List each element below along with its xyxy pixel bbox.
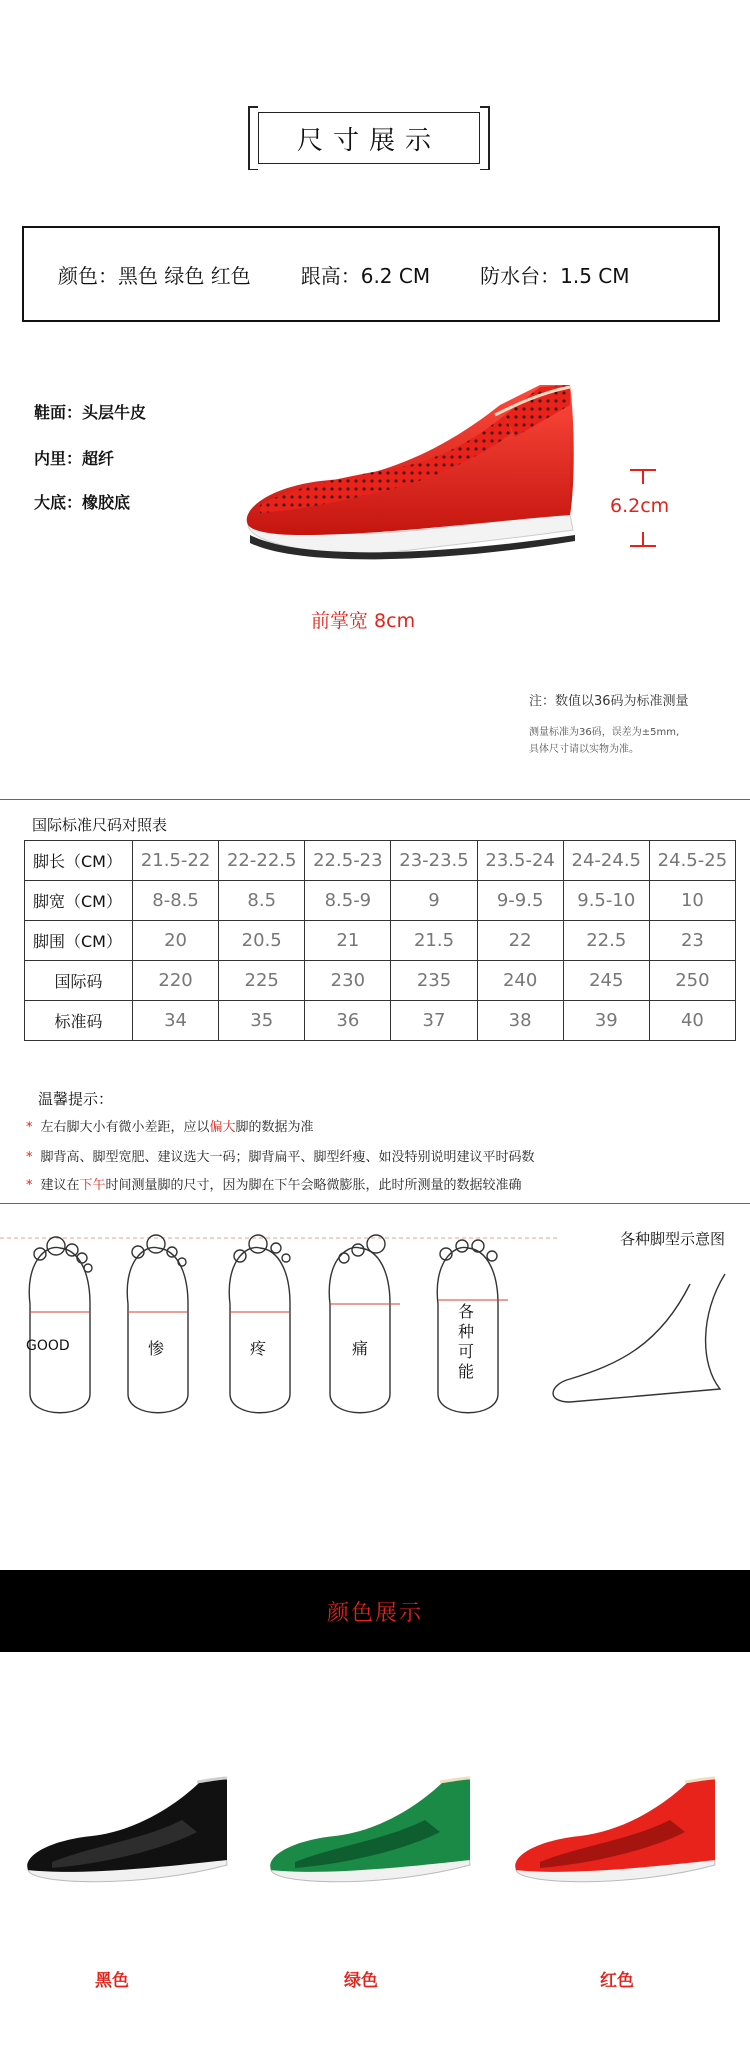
- size-cell: 22.5: [563, 921, 649, 961]
- size-table-row: [25, 961, 736, 1001]
- size-cell: 21: [305, 921, 391, 961]
- color-label-black: 黑色: [95, 1971, 129, 1991]
- size-table-title: 国际标准尺码对照表: [32, 816, 168, 834]
- size-row-header: 脚长（CM）: [25, 841, 133, 881]
- size-cell: 35: [219, 1001, 305, 1041]
- spec-color: 颜色：黑色 绿色 红色: [58, 263, 251, 288]
- size-cell: 22-22.5: [219, 841, 305, 881]
- color-section-band: [0, 1570, 750, 1652]
- divider: [0, 799, 750, 800]
- size-cell: 21.5-22: [133, 841, 219, 881]
- size-cell: 8.5-9: [305, 881, 391, 921]
- size-cell: 20.5: [219, 921, 305, 961]
- foot-type-label-vertical: 各种可能: [458, 1302, 475, 1381]
- size-cell: 220: [133, 961, 219, 1001]
- section-title: 尺寸展示: [258, 112, 480, 164]
- size-cell: 235: [391, 961, 477, 1001]
- size-cell: 38: [477, 1001, 563, 1041]
- measurement-note-detail: 测量标准为36码，误差为±5mm, 具体尺寸请以实物为准。: [529, 727, 680, 755]
- tip-item: * 左右脚大小有微小差距，应以偏大脚的数据为准: [26, 1120, 314, 1135]
- size-cell: 20: [133, 921, 219, 961]
- size-cell: 24.5-25: [649, 841, 735, 881]
- size-cell: 9: [391, 881, 477, 921]
- red-shoe-side-image: [240, 365, 580, 575]
- color-label-green: 绿色: [344, 1971, 378, 1991]
- tips-title: 温馨提示：: [38, 1090, 114, 1108]
- foot-types-title: 各种脚型示意图: [620, 1230, 726, 1248]
- size-table-row: [25, 841, 736, 881]
- size-cell: 34: [133, 1001, 219, 1041]
- size-cell: 225: [219, 961, 305, 1001]
- size-cell: 24-24.5: [563, 841, 649, 881]
- size-cell: 23.5-24: [477, 841, 563, 881]
- asterisk-icon: *: [26, 1120, 33, 1135]
- tip-item: * 脚背高、脚型宽肥、建议选大一码；脚背扁平、脚型纤瘦、如没特别说明建议平时码数: [26, 1150, 535, 1165]
- size-table-row: [25, 881, 736, 921]
- size-cell: 9-9.5: [477, 881, 563, 921]
- size-cell: 245: [563, 961, 649, 1001]
- size-cell: 39: [563, 1001, 649, 1041]
- size-cell: 230: [305, 961, 391, 1001]
- color-label-red: 红色: [600, 1971, 634, 1991]
- material-upper: 鞋面：头层牛皮: [34, 403, 147, 422]
- size-cell: 40: [649, 1001, 735, 1041]
- size-row-header: 脚围（CM）: [25, 921, 133, 961]
- size-row-header: 国际码: [25, 961, 133, 1001]
- spec-heel-height: 跟高：6.2 CM: [300, 263, 431, 288]
- foot-type-label: 疼: [250, 1339, 267, 1358]
- size-cell: 22.5-23: [305, 841, 391, 881]
- size-cell: 9.5-10: [563, 881, 649, 921]
- size-cell: 22: [477, 921, 563, 961]
- color-section-title: 颜色展示: [326, 1600, 423, 1626]
- size-row-header: 标准码: [25, 1001, 133, 1041]
- size-table-row: [25, 921, 736, 961]
- section-title-frame: [248, 106, 490, 170]
- size-cell: 37: [391, 1001, 477, 1041]
- green-shoe-image: [265, 1770, 475, 1900]
- size-cell: 8.5: [219, 881, 305, 921]
- asterisk-icon: *: [26, 1178, 33, 1193]
- size-cell: 250: [649, 961, 735, 1001]
- black-shoe-image: [22, 1770, 232, 1900]
- size-table: [24, 840, 736, 1041]
- size-cell: 21.5: [391, 921, 477, 961]
- size-cell: 23: [649, 921, 735, 961]
- size-cell: 240: [477, 961, 563, 1001]
- foot-type-label: 痛: [352, 1339, 369, 1358]
- size-cell: 8-8.5: [133, 881, 219, 921]
- spec-box: [22, 226, 720, 322]
- height-dimension-label: 6.2cm: [610, 495, 670, 517]
- material-sole: 大底：橡胶底: [34, 493, 131, 512]
- size-cell: 23-23.5: [391, 841, 477, 881]
- red-shoe-image: [510, 1770, 720, 1900]
- asterisk-icon: *: [26, 1150, 33, 1165]
- foot-types-illustration: [0, 1224, 750, 1444]
- material-lining: 内里：超纤: [34, 449, 115, 468]
- foot-type-label: GOOD: [26, 1338, 70, 1354]
- divider: [0, 1203, 750, 1204]
- foot-type-label: 惨: [148, 1339, 165, 1358]
- size-table-row: [25, 1001, 736, 1041]
- tip-item: * 建议在下午时间测量脚的尺寸，因为脚在下午会略微膨胀，此时所测量的数据较准确: [26, 1178, 522, 1193]
- measurement-note: 注：数值以36码为标准测量: [529, 694, 689, 709]
- size-row-header: 脚宽（CM）: [25, 881, 133, 921]
- spec-platform: 防水台：1.5 CM: [480, 263, 630, 288]
- forefoot-width-label: 前掌宽 8cm: [311, 610, 416, 632]
- size-cell: 10: [649, 881, 735, 921]
- size-cell: 36: [305, 1001, 391, 1041]
